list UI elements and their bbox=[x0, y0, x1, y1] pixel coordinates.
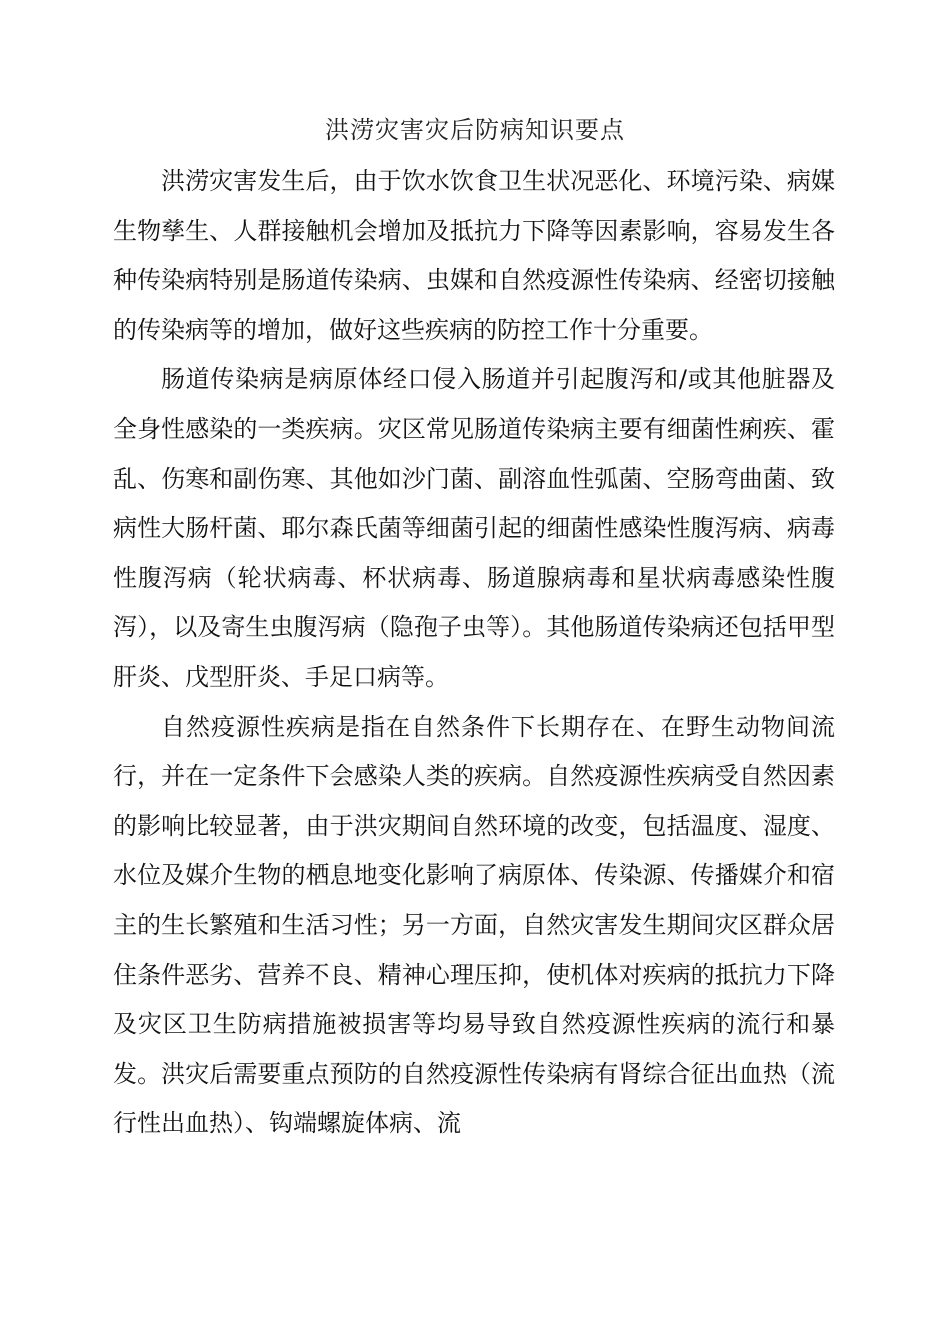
document-body bbox=[113, 157, 835, 1149]
paragraph-natural-focal-diseases: 自然疫源性疾病是指在自然条件下长期存在、在野生动物间流行，并在一定条件下会感染人类的疾病。自然疫源性疾病受自然因素的影响比较显著，由于洪灾期间自然环境的改变，包括温度、湿度、水位及媒介生物的栖息地变化影响了病原体、传染源、传播媒介和宿主的生长繁殖和生活习性；另一方面，自然灾害发生期间灾区群众居住条件恶劣、营养不良、精神心理压抑，使机体对疾病的抵抗力下降及灾区卫生防病措施被损害等均易导致自然疫源性疾病的流行和暴发。洪灾后需要重点预防的自然疫源性传染病有肾综合征出血热（流行性出血热）、钩端螺旋体病、流 bbox=[113, 712, 835, 1138]
paragraph-intro: 洪涝灾害发生后，由于饮水饮食卫生状况恶化、环境污染、病媒生物孳生、人群接触机会增加及抵抗力下降等因素影响，容易发生各种传染病特别是肠道传染病、虫媒和自然疫源性传染病、经密切接触的传染病等的增加，做好这些疾病的防控工作十分重要。 bbox=[113, 167, 835, 344]
paragraph-intestinal-diseases: 肠道传染病是病原体经口侵入肠道并引起腹泻和/或其他脏器及全身性感染的一类疾病。灾区常见肠道传染病主要有细菌性痢疾、霍乱、伤寒和副伤寒、其他如沙门菌、副溶血性弧菌、空肠弯曲菌、致病性大肠杆菌、耶尔森氏菌等细菌引起的细菌性感染性腹泻病、病毒性腹泻病（轮状病毒、杯状病毒、肠道腺病毒和星状病毒感染性腹泻），以及寄生虫腹泻病（隐孢子虫等）。其他肠道传染病还包括甲型肝炎、戊型肝炎、手足口病等。 bbox=[113, 365, 835, 691]
document-title: 洪涝灾害灾后防病知识要点 bbox=[325, 116, 625, 144]
